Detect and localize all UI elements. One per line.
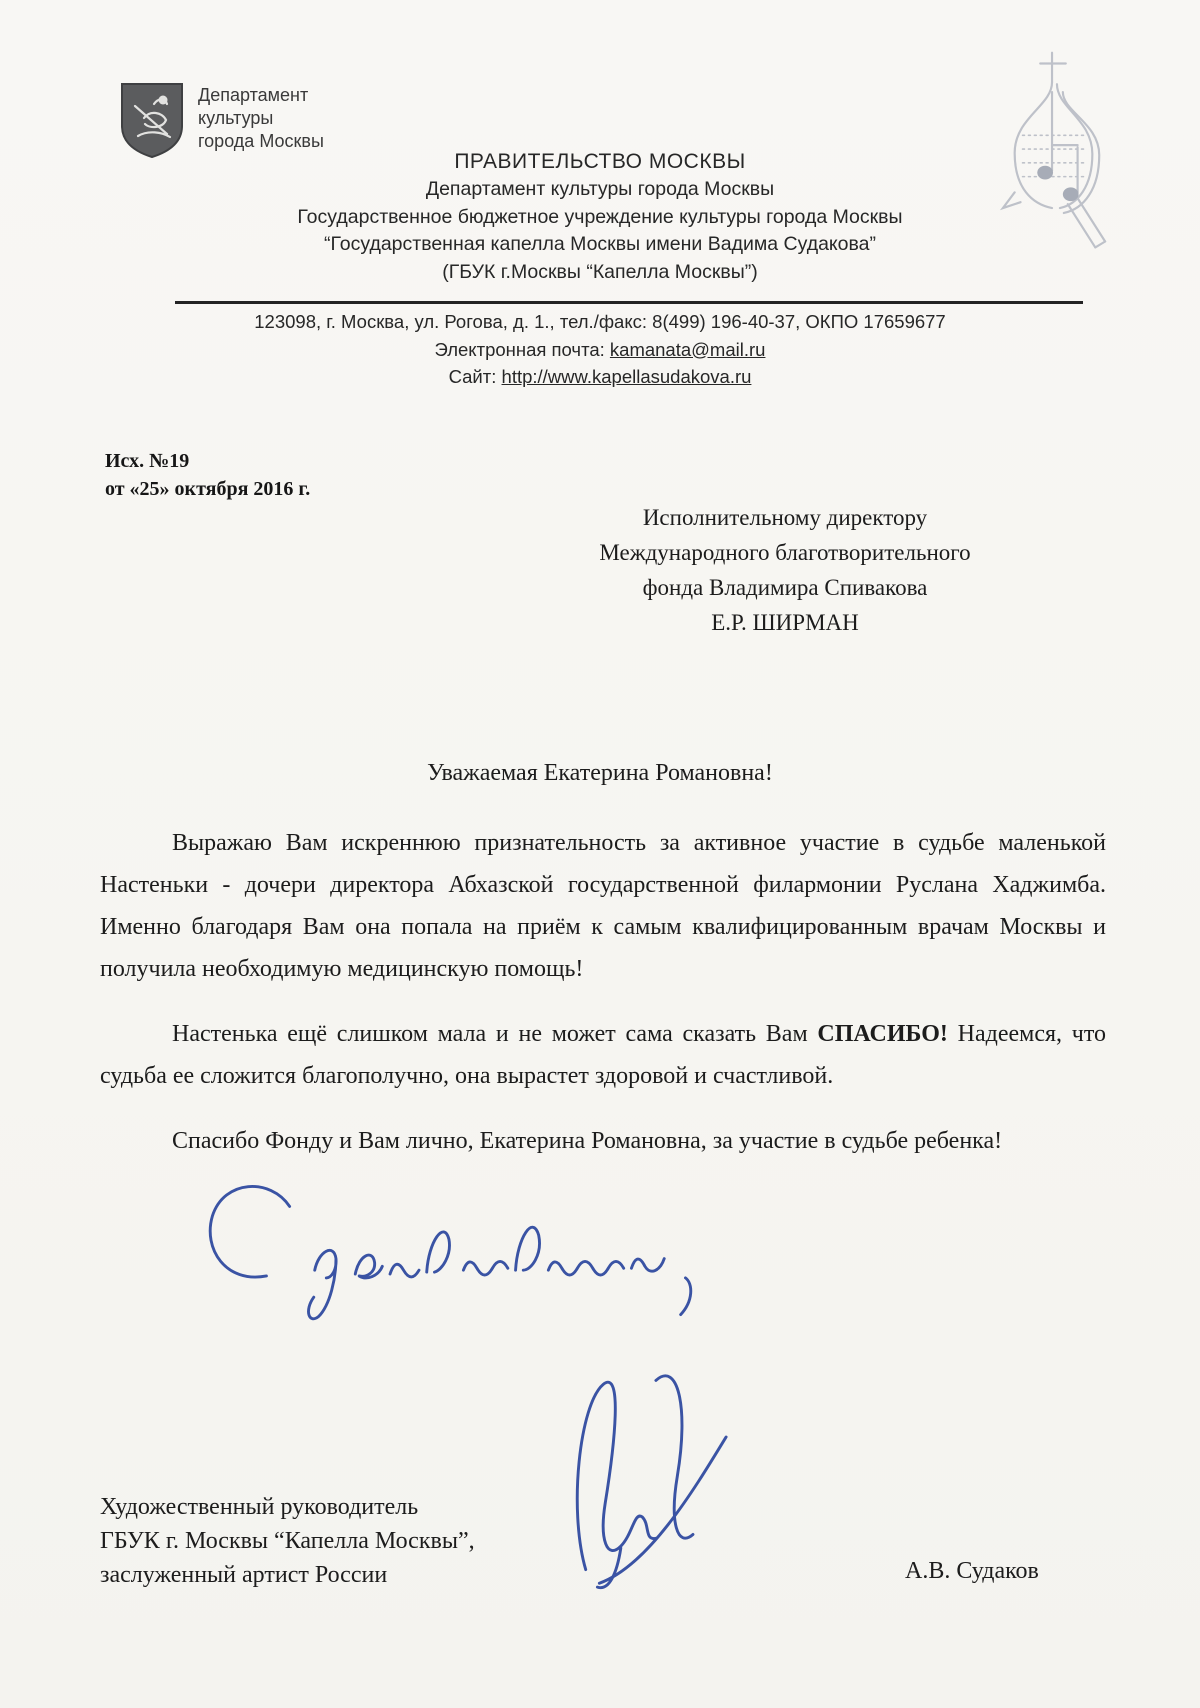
paragraph-2-emphasis: СПАСИБО! — [817, 1021, 948, 1047]
paragraph-2-text: Надеемся, что судьба ее сложится благополучно, она вырастет здоровой и счастливой. — [100, 1021, 1106, 1089]
recipient-block — [555, 500, 1015, 640]
address-line: 123098, г. Москва, ул. Рогова, д. 1., тел./факс: 8(499) 196-40-37, ОКПО 17659677 — [254, 311, 946, 332]
recipient-line: Международного благотворительного — [599, 540, 971, 565]
reference-date: от «25» октября 2016 г. — [105, 478, 311, 500]
contacts-block — [0, 308, 1200, 391]
paragraph-2-text: Настенька ещё слишком мала и не может сама сказать Вам — [172, 1021, 818, 1047]
org-government-line: ПРАВИТЕЛЬСТВО МОСКВЫ — [454, 150, 746, 173]
handwritten-closing-text — [0, 0, 1, 1]
email-link: kamanata@mail.ru — [609, 338, 766, 360]
signature-position-line: заслуженный артист России — [100, 1562, 388, 1588]
outgoing-number: Исх. №19 — [105, 450, 190, 472]
org-institution-line: Государственное бюджетное учреждение культуры города Москвы — [297, 205, 903, 228]
emblem-caption — [198, 84, 324, 153]
paragraph-1: Выражаю Вам искреннюю признательность за активное участие в судьбе маленькой Настеньки - дочери директора Абхазской государственной филармонии Руслана Хаджимба. Именно благодаря Вам она попала на приём к самым квалифицированным врачам Москвы и получила необходимую медицинскую помощь! — [100, 830, 1106, 982]
org-capella-full-line: “Государственная капелла Москвы имени Вадима Судакова” — [324, 233, 876, 255]
site-link: http://www.kapellasudakova.ru — [501, 366, 752, 387]
paragraph-2 — [100, 1013, 1106, 1097]
letter-body — [100, 822, 1106, 1162]
recipient-line: Исполнительному директору — [642, 505, 928, 530]
emblem-caption-line: Департамент — [198, 85, 309, 105]
org-header — [0, 148, 1200, 286]
org-department-line: Департамент культуры города Москвы — [425, 178, 775, 200]
handwritten-closing — [195, 1168, 755, 1326]
site-label: Сайт: — [448, 366, 502, 387]
signature-position-line: Художественный руководитель — [100, 1494, 419, 1520]
reference-block — [105, 447, 310, 503]
emblem-caption-line: культуры — [198, 108, 274, 128]
org-capella-short-line: (ГБУК г.Москвы “Капелла Москвы”) — [442, 260, 758, 283]
paragraph-3: Спасибо Фонду и Вам лично, Екатерина Романовна, за участие в судьбе ребенка! — [172, 1128, 1003, 1154]
salutation: Уважаемая Екатерина Романовна! — [427, 760, 773, 786]
signer-name: А.В. Судаков — [905, 1558, 1039, 1584]
emblem-caption-line: города Москвы — [198, 131, 324, 151]
recipient-name: Е.Р. ШИРМАН — [711, 610, 859, 635]
header-divider — [175, 301, 1083, 304]
email-label: Электронная почта: — [434, 338, 610, 360]
email-line — [0, 336, 1200, 364]
site-line — [0, 363, 1200, 391]
signature-position-block — [100, 1490, 475, 1592]
signature-position-line: ГБУК г. Москвы “Капелла Москвы”, — [100, 1528, 475, 1554]
recipient-line: фонда Владимира Спивакова — [642, 575, 928, 600]
autograph-signature — [535, 1350, 730, 1600]
